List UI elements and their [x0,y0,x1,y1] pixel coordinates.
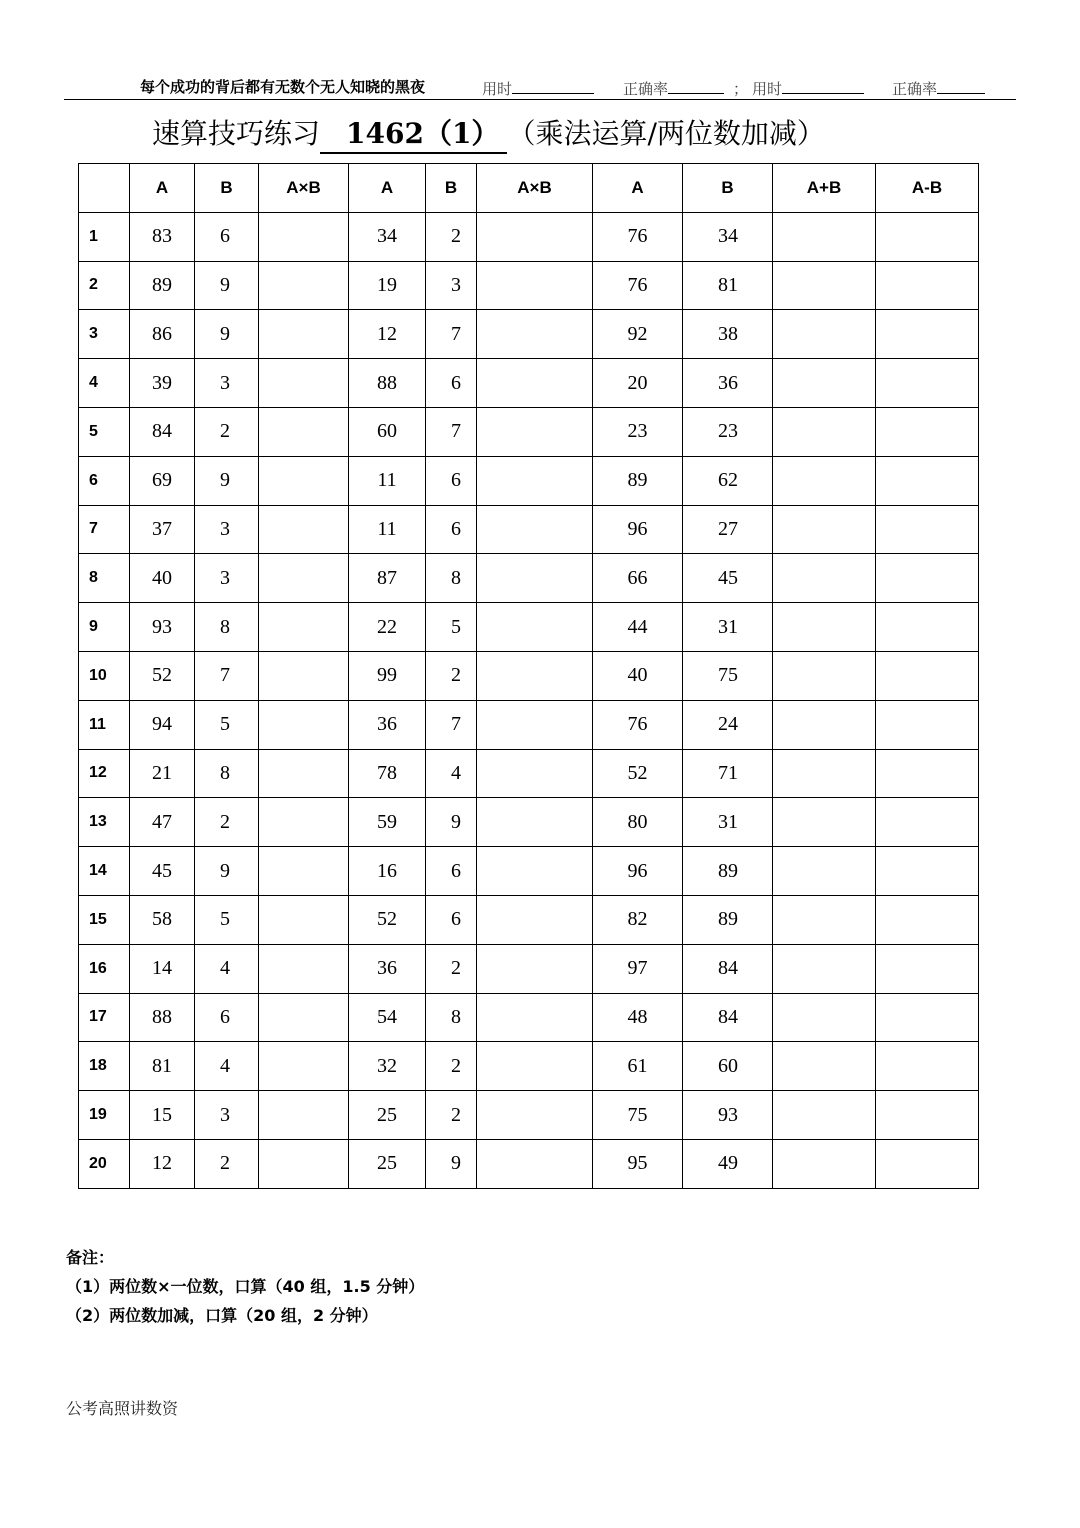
row-index: 20 [79,1139,130,1188]
answer-product-2[interactable] [477,895,593,944]
table-body [79,212,979,1188]
cell-b2: 6 [426,895,477,944]
table-row [79,456,979,505]
cell-a1: 58 [130,895,195,944]
cell-a2: 22 [349,603,426,652]
cell-b2: 4 [426,749,477,798]
cell-a3: 75 [593,1091,683,1140]
cell-a2: 36 [349,700,426,749]
answer-sum[interactable] [773,798,876,847]
answer-sum[interactable] [773,505,876,554]
answer-product-1[interactable] [259,456,349,505]
cell-b3: 24 [683,700,773,749]
answer-product-2[interactable] [477,749,593,798]
cell-b3: 60 [683,1042,773,1091]
row-index: 18 [79,1042,130,1091]
answer-product-2[interactable] [477,700,593,749]
answer-difference[interactable] [876,310,979,359]
answer-product-2[interactable] [477,407,593,456]
header-rule [64,99,1016,100]
row-index: 9 [79,603,130,652]
cell-b1: 6 [195,212,259,261]
cell-b1: 2 [195,407,259,456]
cell-b3: 49 [683,1139,773,1188]
cell-a1: 14 [130,944,195,993]
answer-sum[interactable] [773,456,876,505]
accuracy-label-2: 正确率 [892,80,938,98]
cell-b2: 6 [426,456,477,505]
accuracy-field-2 [892,78,985,99]
cell-b3: 84 [683,944,773,993]
row-index: 19 [79,1091,130,1140]
cell-a1: 39 [130,359,195,408]
answer-sum[interactable] [773,261,876,310]
answer-product-1[interactable] [259,554,349,603]
cell-a1: 69 [130,456,195,505]
time-label-2: 用时 [752,80,783,98]
notes-section [66,1243,424,1330]
answer-product-1[interactable] [259,847,349,896]
answer-product-1[interactable] [259,603,349,652]
notes-label: 备注： [66,1248,115,1267]
cell-a2: 60 [349,407,426,456]
cell-b1: 5 [195,895,259,944]
cell-b2: 2 [426,944,477,993]
cell-a1: 81 [130,1042,195,1091]
motto-text: 每个成功的背后都有无数个无人知晓的黑夜 [140,78,426,96]
cell-a1: 94 [130,700,195,749]
cell-a3: 76 [593,212,683,261]
answer-product-2[interactable] [477,261,593,310]
cell-a2: 12 [349,310,426,359]
cell-b1: 6 [195,993,259,1042]
cell-a2: 88 [349,359,426,408]
answer-difference[interactable] [876,603,979,652]
accuracy-label-1: 正确率 [623,80,669,98]
answer-product-2[interactable] [477,456,593,505]
answer-difference[interactable] [876,895,979,944]
answer-product-2[interactable] [477,1042,593,1091]
answer-difference[interactable] [876,847,979,896]
cell-b3: 36 [683,359,773,408]
cell-b1: 9 [195,456,259,505]
cell-a3: 95 [593,1139,683,1188]
answer-product-1[interactable] [259,944,349,993]
cell-a3: 61 [593,1042,683,1091]
answer-difference[interactable] [876,359,979,408]
answer-difference[interactable] [876,651,979,700]
answer-difference[interactable] [876,700,979,749]
header-b3: B [683,164,773,213]
cell-b2: 8 [426,554,477,603]
accuracy-blank-2 [937,78,985,94]
answer-product-1[interactable] [259,1139,349,1188]
cell-a2: 11 [349,505,426,554]
title-suffix: （乘法运算/两位数加减） [507,117,825,150]
cell-b1: 8 [195,749,259,798]
cell-a1: 93 [130,603,195,652]
cell-a2: 19 [349,261,426,310]
cell-b2: 6 [426,847,477,896]
cell-b1: 3 [195,359,259,408]
answer-product-1[interactable] [259,310,349,359]
cell-a1: 89 [130,261,195,310]
answer-sum[interactable] [773,944,876,993]
header-index [79,164,130,213]
separator: ； [733,80,749,98]
table-row [79,261,979,310]
cell-b3: 34 [683,212,773,261]
accuracy-field-1 [623,78,724,99]
row-index: 11 [79,700,130,749]
cell-b3: 93 [683,1091,773,1140]
table-row [79,895,979,944]
row-index: 4 [79,359,130,408]
cell-b2: 7 [426,700,477,749]
answer-sum[interactable] [773,1139,876,1188]
cell-a2: 54 [349,993,426,1042]
answer-sum[interactable] [773,603,876,652]
cell-a1: 52 [130,651,195,700]
table-row [79,1091,979,1140]
answer-product-2[interactable] [477,212,593,261]
cell-b3: 23 [683,407,773,456]
answer-product-1[interactable] [259,359,349,408]
answer-difference[interactable] [876,456,979,505]
cell-b3: 31 [683,603,773,652]
cell-a1: 12 [130,1139,195,1188]
cell-a2: 25 [349,1139,426,1188]
header-difference: A-B [876,164,979,213]
time-label-1: 用时 [482,80,513,98]
row-index: 15 [79,895,130,944]
cell-a2: 52 [349,895,426,944]
cell-b2: 6 [426,505,477,554]
table-row [79,993,979,1042]
answer-product-1[interactable] [259,261,349,310]
cell-a2: 25 [349,1091,426,1140]
cell-a1: 37 [130,505,195,554]
header-a2: A [349,164,426,213]
cell-b2: 2 [426,212,477,261]
answer-sum[interactable] [773,1091,876,1140]
cell-a3: 96 [593,847,683,896]
answer-product-2[interactable] [477,944,593,993]
page-title [152,112,825,154]
header-product-2: A×B [477,164,593,213]
cell-a1: 21 [130,749,195,798]
cell-b1: 9 [195,310,259,359]
title-prefix: 速算技巧练习 [152,117,321,150]
row-index: 8 [79,554,130,603]
cell-b3: 84 [683,993,773,1042]
cell-b2: 7 [426,310,477,359]
answer-product-1[interactable] [259,407,349,456]
cell-b1: 2 [195,798,259,847]
table-row [79,1139,979,1188]
header-a1: A [130,164,195,213]
cell-a1: 40 [130,554,195,603]
row-index: 10 [79,651,130,700]
cell-a1: 15 [130,1091,195,1140]
cell-a2: 36 [349,944,426,993]
cell-b3: 71 [683,749,773,798]
answer-difference[interactable] [876,407,979,456]
cell-a3: 48 [593,993,683,1042]
answer-sum[interactable] [773,749,876,798]
cell-b3: 38 [683,310,773,359]
answer-product-1[interactable] [259,895,349,944]
answer-product-1[interactable] [259,505,349,554]
answer-difference[interactable] [876,1042,979,1091]
answer-product-1[interactable] [259,798,349,847]
cell-a1: 83 [130,212,195,261]
answer-difference[interactable] [876,1139,979,1188]
cell-a3: 52 [593,749,683,798]
cell-a3: 44 [593,603,683,652]
cell-b2: 2 [426,1042,477,1091]
row-index: 3 [79,310,130,359]
time-field-2 [752,78,864,99]
cell-b3: 31 [683,798,773,847]
cell-b1: 4 [195,944,259,993]
cell-b3: 27 [683,505,773,554]
answer-sum[interactable] [773,310,876,359]
answer-sum[interactable] [773,359,876,408]
answer-sum[interactable] [773,847,876,896]
row-index: 13 [79,798,130,847]
cell-a2: 11 [349,456,426,505]
header-b2: B [426,164,477,213]
table-row [79,505,979,554]
answer-difference[interactable] [876,261,979,310]
cell-a3: 76 [593,261,683,310]
cell-b2: 7 [426,407,477,456]
time-blank-2 [782,78,864,94]
row-index: 14 [79,847,130,896]
cell-a1: 45 [130,847,195,896]
answer-product-2[interactable] [477,310,593,359]
answer-sum[interactable] [773,700,876,749]
answer-product-1[interactable] [259,700,349,749]
answer-product-2[interactable] [477,847,593,896]
cell-b1: 5 [195,700,259,749]
answer-product-2[interactable] [477,651,593,700]
cell-a1: 86 [130,310,195,359]
time-field-1 [482,78,594,99]
cell-b2: 2 [426,651,477,700]
header-sum: A+B [773,164,876,213]
answer-product-2[interactable] [477,1091,593,1140]
cell-b1: 3 [195,1091,259,1140]
header-b1: B [195,164,259,213]
answer-product-2[interactable] [477,798,593,847]
answer-product-2[interactable] [477,993,593,1042]
cell-a2: 16 [349,847,426,896]
table-row [79,944,979,993]
answer-product-2[interactable] [477,359,593,408]
cell-a3: 92 [593,310,683,359]
answer-product-2[interactable] [477,554,593,603]
cell-b2: 8 [426,993,477,1042]
answer-product-1[interactable] [259,1091,349,1140]
practice-table [78,163,979,1189]
answer-sum[interactable] [773,407,876,456]
cell-a1: 84 [130,407,195,456]
cell-b3: 89 [683,847,773,896]
cell-a3: 66 [593,554,683,603]
cell-b2: 3 [426,261,477,310]
answer-sum[interactable] [773,1042,876,1091]
answer-difference[interactable] [876,749,979,798]
cell-a3: 40 [593,651,683,700]
table-row [79,847,979,896]
cell-b3: 75 [683,651,773,700]
answer-difference[interactable] [876,212,979,261]
answer-sum[interactable] [773,212,876,261]
cell-b1: 9 [195,847,259,896]
cell-b3: 81 [683,261,773,310]
cell-a3: 23 [593,407,683,456]
table-row [79,603,979,652]
answer-difference[interactable] [876,798,979,847]
cell-a2: 59 [349,798,426,847]
cell-b1: 7 [195,651,259,700]
row-index: 7 [79,505,130,554]
cell-b1: 4 [195,1042,259,1091]
answer-difference[interactable] [876,554,979,603]
answer-product-1[interactable] [259,749,349,798]
cell-a3: 89 [593,456,683,505]
answer-difference[interactable] [876,1091,979,1140]
table-row [79,749,979,798]
answer-sum[interactable] [773,993,876,1042]
answer-difference[interactable] [876,505,979,554]
row-index: 6 [79,456,130,505]
answer-sum[interactable] [773,651,876,700]
cell-b3: 62 [683,456,773,505]
header-a3: A [593,164,683,213]
cell-b3: 89 [683,895,773,944]
cell-a1: 88 [130,993,195,1042]
answer-sum[interactable] [773,554,876,603]
cell-b2: 9 [426,1139,477,1188]
table-row [79,212,979,261]
cell-a2: 87 [349,554,426,603]
cell-a2: 32 [349,1042,426,1091]
answer-product-1[interactable] [259,1042,349,1091]
table-row [79,407,979,456]
answer-product-2[interactable] [477,603,593,652]
note-item-2: （2）两位数加减，口算（20 组，2 分钟） [66,1306,378,1325]
note-item-1: （1）两位数×一位数，口算（40 组，1.5 分钟） [66,1277,425,1296]
table-row [79,310,979,359]
time-blank-1 [512,78,594,94]
table-row [79,554,979,603]
cell-a2: 99 [349,651,426,700]
cell-b1: 3 [195,505,259,554]
cell-b1: 3 [195,554,259,603]
cell-b2: 5 [426,603,477,652]
answer-product-1[interactable] [259,651,349,700]
cell-a3: 82 [593,895,683,944]
row-index: 17 [79,993,130,1042]
cell-a3: 97 [593,944,683,993]
cell-b2: 2 [426,1091,477,1140]
table-row [79,700,979,749]
cell-b1: 2 [195,1139,259,1188]
row-index: 2 [79,261,130,310]
cell-a1: 47 [130,798,195,847]
table-row [79,798,979,847]
answer-difference[interactable] [876,944,979,993]
row-index: 1 [79,212,130,261]
table-row [79,1042,979,1091]
cell-a2: 78 [349,749,426,798]
cell-b1: 9 [195,261,259,310]
cell-a3: 96 [593,505,683,554]
cell-b2: 6 [426,359,477,408]
answer-product-1[interactable] [259,212,349,261]
cell-b2: 9 [426,798,477,847]
row-index: 16 [79,944,130,993]
answer-difference[interactable] [876,993,979,1042]
answer-product-1[interactable] [259,993,349,1042]
cell-b1: 8 [195,603,259,652]
answer-product-2[interactable] [477,1139,593,1188]
table-header-row [79,164,979,213]
cell-b3: 45 [683,554,773,603]
cell-a3: 80 [593,798,683,847]
cell-a2: 34 [349,212,426,261]
header-product-1: A×B [259,164,349,213]
table-row [79,359,979,408]
answer-product-2[interactable] [477,505,593,554]
title-number: 1462（1） [320,112,507,154]
source-text: 公考高照讲数资 [66,1399,179,1418]
row-index: 5 [79,407,130,456]
table-row [79,651,979,700]
answer-sum[interactable] [773,895,876,944]
row-index: 12 [79,749,130,798]
cell-a3: 20 [593,359,683,408]
accuracy-blank-1 [668,78,724,94]
cell-a3: 76 [593,700,683,749]
